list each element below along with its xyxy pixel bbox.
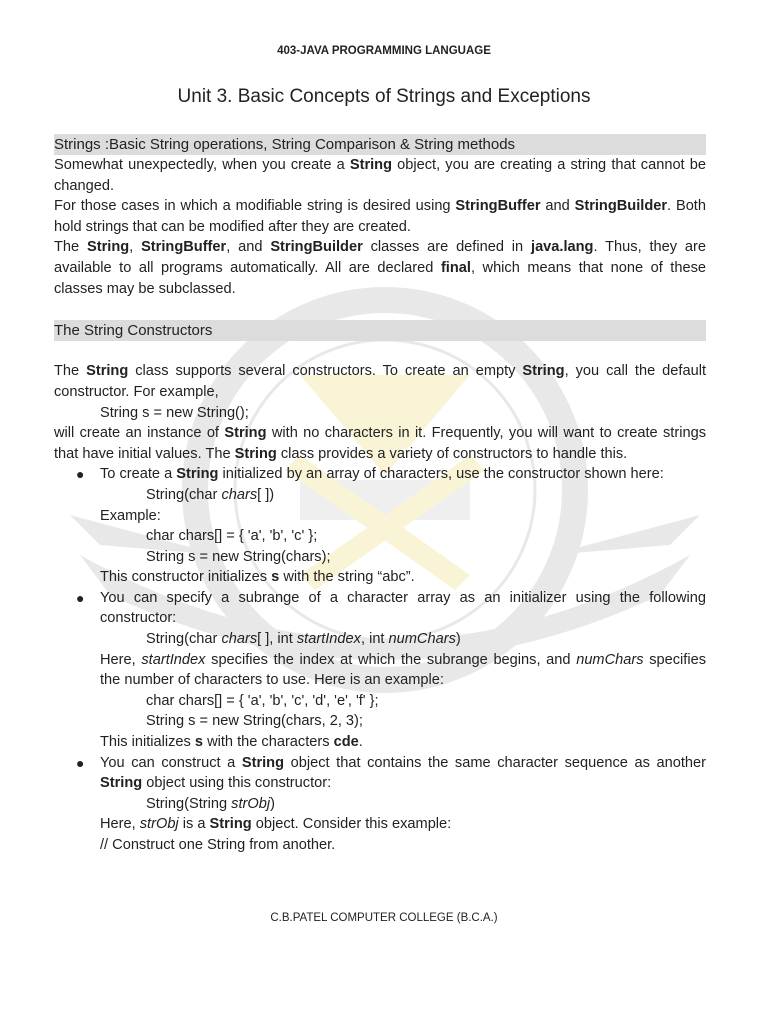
text: object, you are creating a string that cannot be changed.: [54, 157, 706, 194]
text: initialized by an array of characters, use the constructor shown here:: [218, 466, 664, 483]
list-item: [54, 588, 706, 753]
code-line: String s = new String();: [100, 404, 249, 421]
text: , which means that none of these classes may be subclassed.: [54, 259, 706, 297]
example-label: Example:: [100, 507, 161, 524]
text: object. Consider this example:: [251, 816, 452, 833]
paragraph: [100, 814, 706, 835]
text: You can construct a: [100, 754, 242, 771]
text: To create a: [100, 466, 177, 483]
paragraph: [100, 464, 706, 485]
list-item: [54, 464, 706, 588]
paragraph: You can specify a subrange of a character array as an initializer using the following constructor:: [100, 589, 706, 627]
text: with the string “abc”.: [279, 569, 415, 586]
text: Here,: [100, 816, 140, 833]
parameter: numChars: [576, 651, 644, 668]
keyword: java.lang: [531, 239, 594, 256]
parameter: strObj: [231, 795, 271, 812]
section-heading-strings: Strings :Basic String operations, String Comparison & String methods: [54, 134, 706, 155]
text: ): [270, 795, 275, 812]
text: .: [358, 734, 363, 751]
text: For those cases in which a modifiable string is desired using: [54, 198, 456, 215]
keyword: StringBuffer: [455, 198, 541, 215]
constructor-signature: [100, 629, 706, 650]
code-line: char chars[] = { 'a', 'b', 'c', 'd', 'e', 'f' };: [146, 692, 379, 709]
text: . Both hold strings that can be modified after they are created.: [54, 198, 706, 235]
parameter: startIndex: [141, 651, 206, 668]
text: with no characters in it. Frequently, you will want to create strings that have initial values. The: [54, 425, 706, 462]
text: [ ]): [257, 486, 275, 503]
text: object that contains the same character sequence as another: [284, 754, 707, 771]
keyword: String: [87, 239, 130, 256]
text: classes are defined in: [362, 239, 532, 256]
spacer: [54, 341, 706, 362]
bullet-icon: ●: [76, 466, 85, 483]
keyword: final: [440, 259, 471, 276]
paragraph: [54, 423, 706, 464]
paragraph: [100, 650, 706, 691]
running-header: 403-JAVA PROGRAMMING LANGUAGE: [277, 45, 491, 57]
text: String(char: [146, 631, 222, 648]
keyword: String: [209, 816, 252, 833]
keyword: String: [86, 363, 129, 380]
parameter: startIndex: [296, 631, 361, 648]
paragraph: [54, 155, 706, 196]
keyword: String: [241, 754, 285, 771]
parameter: strObj: [139, 816, 179, 833]
keyword: s: [271, 569, 280, 586]
keyword: StringBuffer: [141, 239, 227, 256]
text: object using this constructor:: [142, 775, 332, 792]
spacer: [54, 299, 706, 320]
text: ,: [129, 239, 142, 256]
code-comment: // Construct one String from another.: [100, 837, 336, 853]
running-footer: C.B.PATEL COMPUTER COLLEGE (B.C.A.): [270, 912, 498, 924]
code-line: String s = new String(chars, 2, 3);: [146, 713, 363, 730]
text: specifies the number of characters to use. Here is an example:: [100, 651, 706, 689]
text: ): [455, 631, 461, 648]
text: specifies the index at which the subrange begins, and: [205, 651, 577, 668]
text: with the characters: [203, 734, 334, 751]
text: The: [54, 239, 87, 256]
text: , int: [360, 631, 389, 648]
text: [ ], int: [257, 631, 297, 648]
text: , and: [226, 239, 271, 256]
text: This initializes: [100, 734, 195, 751]
text: The: [54, 363, 87, 380]
text: class provides a variety of constructors to handle this.: [276, 445, 628, 462]
keyword: s: [194, 734, 204, 751]
page-title: Unit 3. Basic Concepts of Strings and Exceptions: [177, 86, 591, 107]
paragraph: [100, 567, 706, 588]
document-body: [54, 134, 706, 856]
text: This constructor initializes: [100, 569, 272, 586]
text: String(char: [146, 486, 222, 503]
text: String(String: [146, 795, 232, 812]
parameter: chars: [221, 486, 258, 503]
paragraph: [54, 361, 706, 402]
keyword: String: [522, 363, 565, 380]
keyword: String: [224, 425, 267, 442]
paragraph: [54, 196, 706, 237]
constructor-signature: [100, 485, 706, 506]
bullet-icon: ●: [76, 589, 85, 606]
paragraph: [100, 732, 706, 753]
text: class supports several constructors. To create an empty: [128, 363, 523, 380]
text: Here,: [100, 651, 142, 668]
constructor-signature: [100, 794, 706, 815]
list-item: [54, 753, 706, 856]
keyword: StringBuilder: [574, 198, 668, 215]
text: will create an instance of: [54, 425, 225, 442]
keyword: StringBuilder: [270, 239, 363, 256]
keyword: String: [234, 445, 277, 462]
keyword: cde: [333, 734, 359, 751]
keyword: String: [349, 157, 393, 173]
parameter: numChars: [388, 631, 456, 648]
code-line: char chars[] = { 'a', 'b', 'c' };: [146, 528, 318, 545]
text: , you call the default constructor. For example,: [54, 363, 706, 400]
constructor-list: [54, 464, 706, 855]
parameter: chars: [221, 631, 258, 648]
section-heading-constructors: The String Constructors: [54, 320, 706, 341]
keyword: String: [100, 775, 143, 792]
keyword: String: [176, 466, 219, 483]
text: Somewhat unexpectedly, when you create a: [54, 157, 350, 173]
paragraph: [54, 237, 706, 299]
code-line: String s = new String(chars);: [146, 548, 331, 565]
paragraph: [100, 753, 706, 794]
text: . Thus, they are available to all programs automatically. All are declared: [54, 239, 707, 276]
text: and: [540, 198, 575, 215]
bullet-icon: ●: [76, 754, 85, 771]
text: is a: [178, 816, 210, 833]
